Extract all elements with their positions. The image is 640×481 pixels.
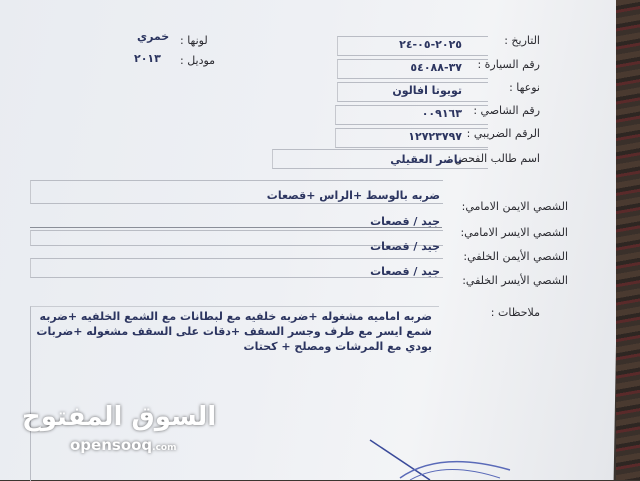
table-background [616,0,640,480]
tax-number-value: ١٢٧٢٣٧٩٧ [408,130,462,143]
front-right-chassis-value: ضربه بالوسط +الراس +قصعات [266,189,440,202]
notes-label: ملاحظات : [490,306,540,319]
front-left-chassis-label: الشصي الايسر الامامي: [460,226,568,239]
chassis-number-label: رقم الشاصي : [473,104,540,117]
rear-left-chassis-label: الشصي الأيسر الخلفي: [462,274,568,287]
type-value: تويوتا افالون [392,84,462,97]
rear-right-chassis-label: الشصي الأيمن الخلفي: [463,250,568,263]
opensooq-logo-name: opensooq [70,436,153,454]
chassis-number-box [335,105,488,125]
tax-number-label: الرقم الضريبي : [466,127,540,140]
date-value: ٢٠٢٥-٠٥-٢٤ [399,38,462,51]
opensooq-logo-domain: .com [152,443,177,453]
opensooq-logo-latin [70,436,177,454]
plate-label: رقم السيارة : [477,58,540,71]
model-value: ٢٠١٣ [134,52,161,65]
applicant-value: ناصر العقيلي [390,153,462,166]
model-label: موديل : [180,54,216,67]
plate-value: ٣٧-٥٤٠٨٨ [410,61,462,74]
type-label: نوعها : [509,81,540,94]
front-right-chassis-label: الشصي الايمن الامامي: [461,200,568,213]
notes-value: ضربه اماميه مشغوله +ضربه خلفيه مع لبطانات مع الشمع الخلفيه +ضربه شمع ايسر مع طرف وجسر السقف +دقات على السقف مشغوله +ضربات بودي مع المرشات ومصلح + كحتات [36,310,432,353]
rear-left-chassis-value: جيد / قصعات [370,265,440,278]
stamp-icon [360,430,540,480]
chassis-number-value: ٠٠٩١٦٣ [421,107,462,120]
front-left-chassis-value: جيد / قصعات [370,215,440,228]
color-label: لونها : [180,34,208,47]
date-label: التاريخ : [504,34,540,47]
color-value: خمري [137,30,170,43]
rear-right-chassis-value: جيد / قصعات [370,240,440,253]
applicant-label: اسم طالب الفحص : [447,152,540,165]
opensooq-logo-arabic: السوق المفتوح [22,402,217,432]
